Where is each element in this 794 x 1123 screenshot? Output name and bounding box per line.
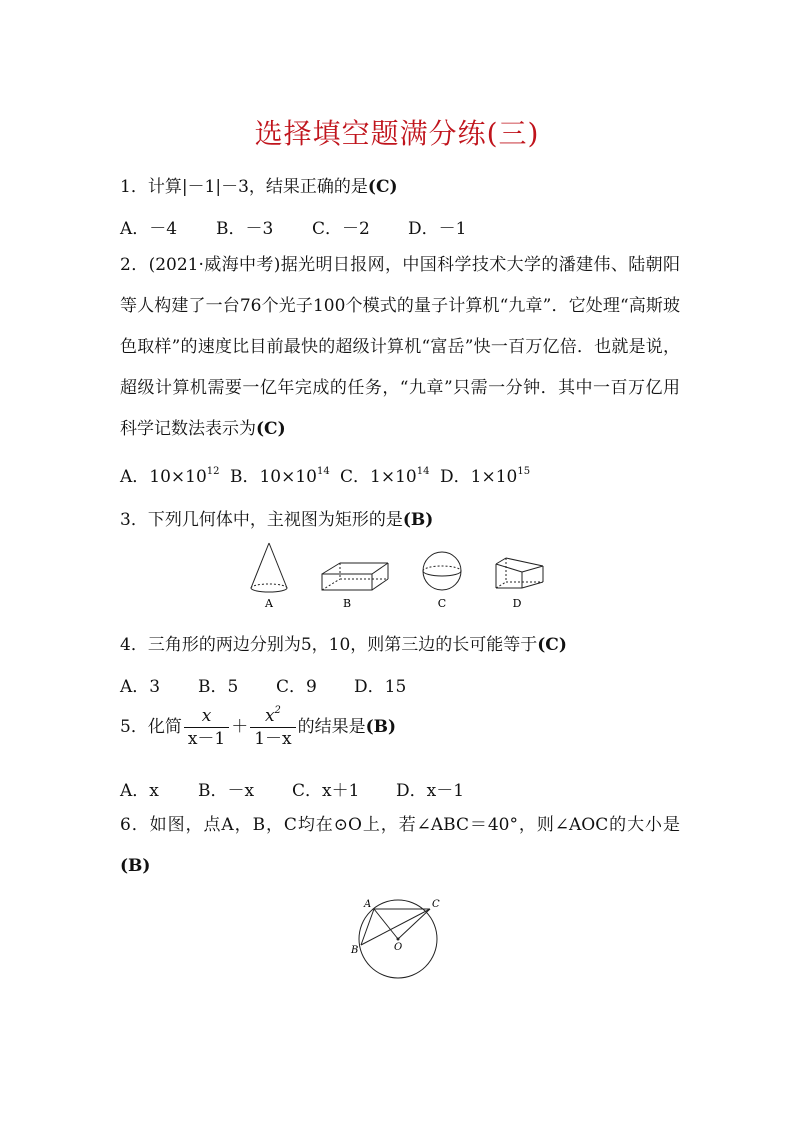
question-2-answer: (C)	[256, 419, 286, 439]
question-5-option-a: A．x	[120, 781, 159, 801]
question-4-option-c: C．9	[276, 677, 317, 697]
chord-bc	[361, 909, 430, 945]
question-5-prefix: 5．化简	[120, 717, 182, 737]
plus-sign: ＋	[231, 717, 249, 737]
question-2-option-b: B．$10\times 10^{14}$	[230, 466, 330, 487]
question-4-option-a: A．3	[120, 677, 161, 697]
point-label-a: A	[364, 899, 372, 910]
fraction-1	[184, 705, 229, 750]
fraction-2-denominator: 1－x	[254, 729, 292, 749]
fraction-1-numerator: x	[184, 705, 229, 728]
question-6-answer: (B)	[120, 856, 151, 876]
figure-label-c: C	[437, 597, 447, 610]
figure-label-a: A	[265, 597, 273, 610]
figure-label-d: D	[512, 597, 522, 610]
question-4-options	[120, 672, 406, 697]
question-4-option-b: B．5	[198, 677, 239, 697]
question-1	[120, 172, 398, 197]
question-5	[120, 705, 396, 750]
radius-oa	[374, 909, 398, 939]
question-2-option-d: D．$1\times 10^{15}$	[440, 466, 531, 487]
question-1-option-a: A．－4	[120, 219, 178, 239]
question-6-text: 6．如图，点A，B，C均在⊙O上，若∠ABC＝40°，则∠AOC的大小是	[120, 815, 680, 835]
fraction-1-denominator: x－1	[187, 729, 226, 749]
question-5-answer: (B)	[365, 717, 397, 737]
prism-figure	[496, 558, 543, 588]
question-1-answer: (C)	[367, 177, 398, 197]
question-1-text: 1．计算|－1|－3，结果正确的是	[120, 177, 368, 197]
question-2-options	[120, 462, 530, 487]
question-5-option-d: D．x－1	[396, 781, 465, 801]
question-4	[120, 630, 567, 655]
question-6	[120, 805, 680, 887]
question-2	[120, 245, 680, 450]
question-5-suffix: 的结果是	[297, 717, 366, 737]
question-4-answer: (C)	[537, 635, 567, 655]
question-3-answer: (B)	[402, 510, 434, 530]
question-3-figure	[240, 538, 560, 612]
figure-label-b: B	[342, 597, 352, 610]
question-1-options	[120, 214, 466, 239]
cone-figure	[251, 543, 287, 592]
question-2-option-c: C．$1\times 10^{14}$	[340, 466, 430, 487]
question-5-option-b: B．－x	[198, 781, 255, 801]
question-2-option-a: A．$10\times 10^{12}$	[120, 466, 220, 487]
question-4-text: 4．三角形的两边分别为5，10，则第三边的长可能等于	[120, 635, 538, 655]
page-title: 选择填空题满分练(三)	[254, 117, 540, 150]
question-1-option-d: D．－1	[408, 219, 467, 239]
question-5-option-c: C．x＋1	[292, 781, 360, 801]
radius-oc	[398, 909, 430, 939]
fraction-2-numerator: $x^2$	[250, 705, 295, 728]
question-5-options	[120, 776, 464, 801]
question-1-option-c: C．－2	[312, 219, 370, 239]
cuboid-figure	[322, 563, 388, 590]
question-3-text: 3．下列几何体中，主视图为矩形的是	[120, 510, 403, 530]
fraction-2	[250, 705, 295, 750]
sphere-figure	[423, 552, 461, 590]
question-3	[120, 505, 433, 530]
question-4-option-d: D．15	[354, 677, 407, 697]
point-label-c: C	[432, 899, 440, 910]
question-2-text: 2．(2021·威海中考)据光明日报网，中国科学技术大学的潘建伟、陆朝阳等人构建了一台76个光子100个模式的量子计算机“九章”．它处理“高斯玻色取样”的速度比目前最快的超级计算机“富岳”快一百万亿倍．也就是说，超级计算机需要一亿年完成的任务，“九章”只需一分钟．其中一百万亿用科学记数法表示为	[120, 255, 680, 439]
question-6-figure	[346, 892, 450, 984]
point-label-b: B	[351, 945, 359, 956]
question-1-option-b: B．－3	[216, 219, 274, 239]
point-label-o: O	[394, 942, 403, 953]
